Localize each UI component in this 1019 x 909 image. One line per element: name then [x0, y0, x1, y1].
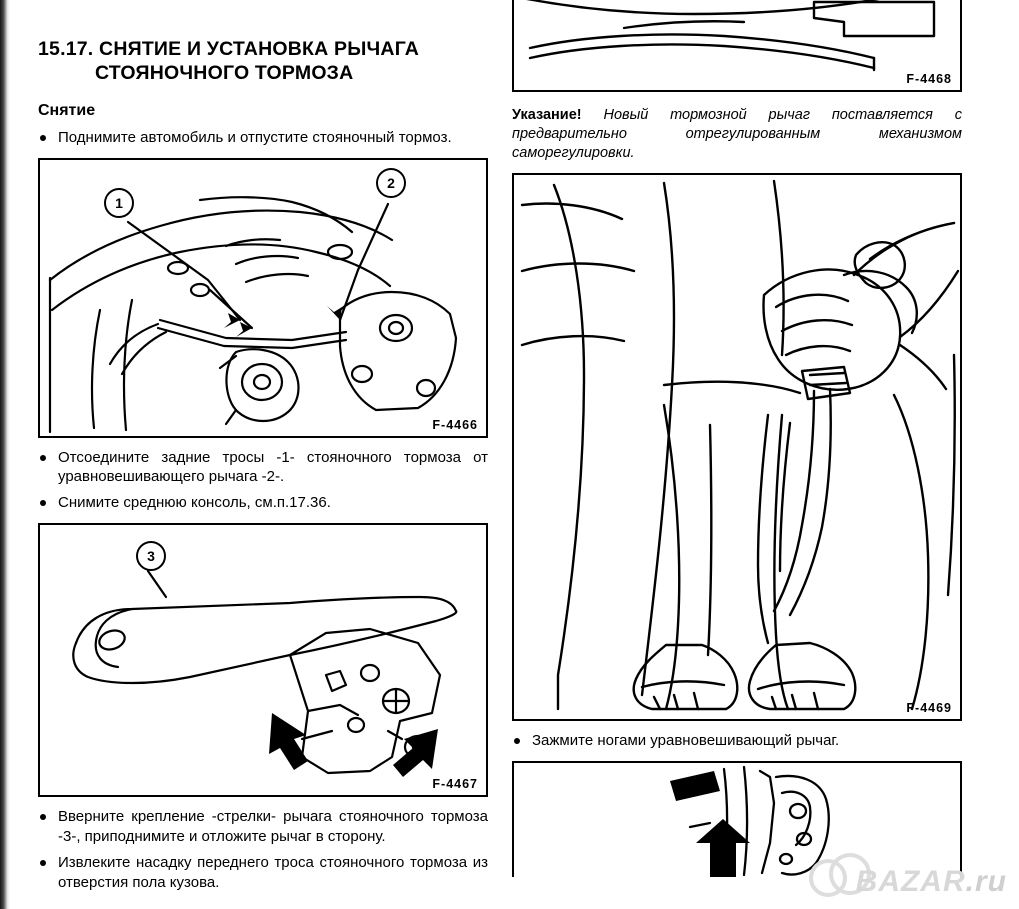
figure-code-f4467: F-4467 — [432, 777, 478, 792]
left-column — [38, 0, 488, 899]
figure-bottom-cropped — [512, 761, 962, 877]
figure-code-f4466: F-4466 — [432, 417, 478, 432]
note-text: Новый тормозной рычаг поставляется с предварительно отрегулированным механизмом саморегулировки. — [512, 107, 963, 162]
figure-f4469 — [512, 173, 962, 721]
bullet-list-bottom — [38, 807, 488, 893]
figure-f4468-drawing — [514, 0, 960, 90]
figure-code-f4468: F-4468 — [906, 72, 952, 86]
figure-bottom-drawing — [514, 763, 960, 877]
note-label: Указание! — [512, 107, 582, 123]
figure-code-f4469: F-4469 — [906, 701, 952, 716]
page-title-line1: 15.17. СНЯТИЕ И УСТАНОВКА РЫЧАГА — [38, 38, 420, 60]
list-item: Зажмите ногами уравновешивающий рычаг. — [512, 731, 962, 751]
figure-f4468 — [512, 0, 962, 92]
bullet-list-top — [38, 128, 488, 148]
callout-2: 2 — [376, 168, 406, 198]
list-item: Снимите среднюю консоль, см.п.17.36. — [38, 493, 488, 513]
note-block — [512, 106, 962, 163]
watermark-suffix: .ru — [965, 865, 1007, 898]
figure-f4469-drawing — [514, 175, 960, 719]
right-column — [512, 0, 962, 887]
list-item: Вверните крепление -стрелки- рычага стояночного тормоза -3-, приподнимите и отложите рычаг в сторону. — [38, 807, 488, 847]
list-item: Извлеките насадку переднего троса стояночного тормоза из отверстия пола кузова. — [38, 853, 488, 893]
page-title-line2: СТОЯНОЧНОГО ТОРМОЗА — [95, 61, 354, 84]
figure-f4467-drawing — [40, 525, 486, 795]
bullet-list-right — [512, 731, 962, 751]
callout-1: 1 — [104, 188, 134, 218]
scan-edge-artifact — [0, 0, 10, 909]
page-title — [38, 0, 488, 86]
watermark — [856, 865, 1007, 899]
subheading-removal: Снятие — [38, 101, 96, 119]
list-item: Отсоедините задние тросы -1- стояночного тормоза от уравновешивающего рычага -2-. — [38, 448, 488, 488]
list-item: Поднимите автомобиль и отпустите стояночный тормоз. — [38, 128, 488, 148]
watermark-text: BAZAR — [855, 865, 966, 898]
figure-f4467 — [38, 523, 488, 797]
callout-3: 3 — [136, 541, 166, 571]
bullet-list-mid — [38, 448, 488, 514]
figure-f4466 — [38, 158, 488, 438]
